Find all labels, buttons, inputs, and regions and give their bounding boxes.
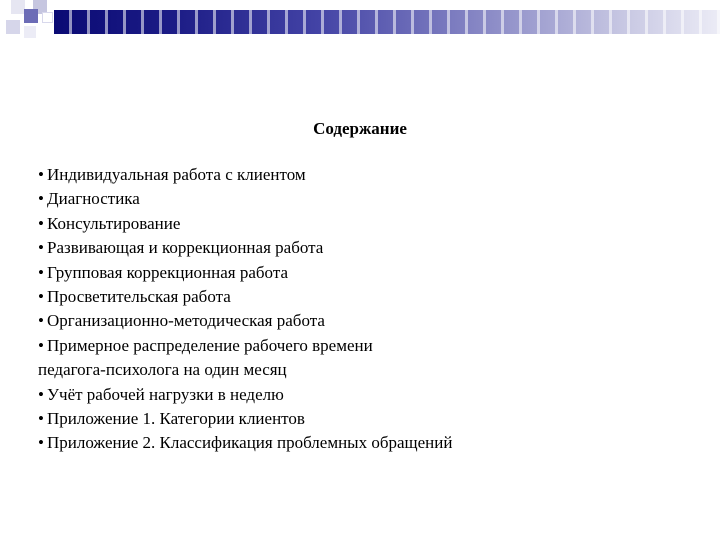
list-item-continuation (38, 358, 698, 382)
list-item (38, 334, 698, 358)
list-item (38, 236, 698, 260)
list-item (38, 309, 698, 333)
list-item (38, 163, 698, 187)
bullet: • (38, 433, 44, 453)
gradient-bar (54, 10, 720, 34)
bullet: • (38, 335, 44, 355)
bullet: • (38, 384, 44, 404)
list-item-text: Организационно-методическая работа (47, 311, 325, 331)
list-item (38, 431, 698, 455)
gradient-bar-stripes (54, 10, 720, 34)
list-item (38, 187, 698, 211)
bullet: • (38, 189, 44, 209)
contents-list (38, 163, 698, 456)
bullet: • (38, 165, 44, 184)
list-item-text: Развивающая и коррекционная работа (47, 238, 324, 258)
decor-square (6, 20, 20, 34)
bullet: • (38, 311, 44, 331)
bullet: • (38, 409, 44, 429)
decor-square (24, 26, 36, 38)
slide-title: Содержание (313, 119, 407, 138)
decor-square (11, 0, 25, 14)
bullet: • (38, 238, 44, 258)
decor-square (24, 9, 38, 23)
list-item-text: Просветительская работа (47, 287, 231, 307)
list-item (38, 261, 698, 285)
list-item (38, 383, 698, 407)
list-item-text: Примерное распределение рабочего времени (47, 335, 373, 355)
list-item-text: Групповая коррекционная работа (47, 262, 289, 282)
bullet: • (38, 213, 44, 233)
list-item-text: Консультирование (47, 213, 181, 233)
list-item-text: педагога-психолога на один месяц (38, 360, 287, 380)
list-item (38, 285, 698, 309)
bullet: • (38, 287, 44, 307)
list-item-text: Приложение 2. Классификация проблемных обращений (47, 433, 453, 453)
list-item-text: Учёт рабочей нагрузки в неделю (47, 384, 284, 404)
list-item-text: Индивидуальная работа с клиентом (47, 165, 306, 184)
bullet: • (38, 262, 44, 282)
list-item (38, 407, 698, 431)
decor-square (42, 12, 53, 23)
header-decoration (0, 0, 720, 44)
list-item-text: Приложение 1. Категории клиентов (47, 409, 305, 429)
list-item (38, 212, 698, 236)
list-item-text: Диагностика (47, 189, 140, 209)
